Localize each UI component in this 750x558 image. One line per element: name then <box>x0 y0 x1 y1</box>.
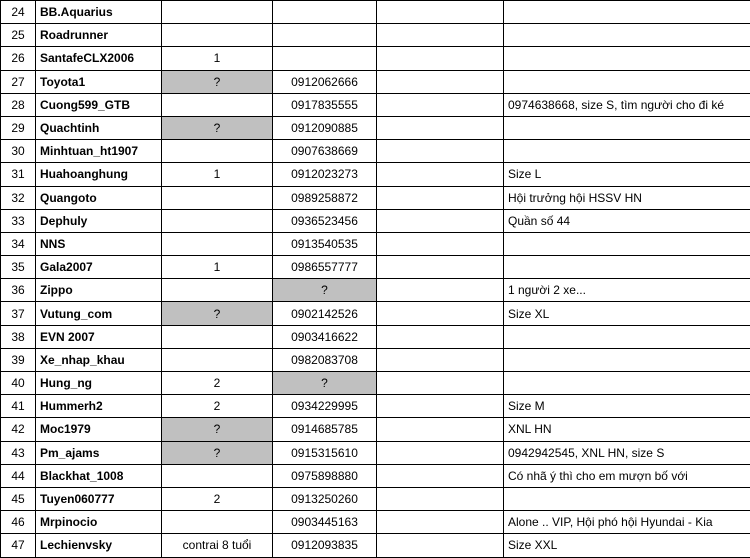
count-cell[interactable] <box>162 1 273 24</box>
empty-cell[interactable] <box>377 116 504 139</box>
table-body <box>1 1 750 558</box>
empty-cell[interactable] <box>377 232 504 255</box>
empty-cell[interactable] <box>377 1 504 24</box>
note-cell[interactable] <box>504 487 750 510</box>
empty-cell[interactable] <box>377 279 504 302</box>
username-cell[interactable]: Minhtuan_ht1907 <box>36 140 162 163</box>
row-number-cell[interactable]: 43 <box>1 441 36 464</box>
username-cell[interactable]: Moc1979 <box>36 418 162 441</box>
empty-cell[interactable] <box>377 418 504 441</box>
row-number-cell[interactable]: 36 <box>1 279 36 302</box>
empty-cell[interactable] <box>377 24 504 47</box>
table-row <box>1 464 750 487</box>
row-number-cell[interactable]: 33 <box>1 209 36 232</box>
empty-cell[interactable] <box>377 186 504 209</box>
note-cell[interactable]: Alone .. VIP, Hội phó hội Hyundai - Kia <box>504 511 750 534</box>
note-cell[interactable] <box>504 325 750 348</box>
phone-cell[interactable]: 0986557777 <box>273 256 377 279</box>
empty-cell[interactable] <box>377 511 504 534</box>
table-row <box>1 140 750 163</box>
count-cell[interactable] <box>162 209 273 232</box>
phone-cell[interactable]: 0915315610 <box>273 441 377 464</box>
phone-cell[interactable]: 0903445163 <box>273 511 377 534</box>
row-number-cell[interactable]: 25 <box>1 24 36 47</box>
count-cell[interactable]: 1 <box>162 256 273 279</box>
note-cell[interactable]: Size L <box>504 163 750 186</box>
count-cell[interactable]: 2 <box>162 395 273 418</box>
count-cell[interactable]: 2 <box>162 372 273 395</box>
username-cell[interactable]: Dephuly <box>36 209 162 232</box>
username-cell[interactable]: Toyota1 <box>36 70 162 93</box>
count-cell[interactable] <box>162 511 273 534</box>
count-cell[interactable]: ? <box>162 418 273 441</box>
empty-cell[interactable] <box>377 441 504 464</box>
phone-cell[interactable] <box>273 47 377 70</box>
empty-cell[interactable] <box>377 140 504 163</box>
username-cell[interactable]: Hung_ng <box>36 372 162 395</box>
table-row <box>1 302 750 325</box>
phone-cell[interactable]: 0917835555 <box>273 93 377 116</box>
row-number-cell[interactable]: 29 <box>1 116 36 139</box>
count-cell[interactable] <box>162 140 273 163</box>
table-row <box>1 418 750 441</box>
empty-cell[interactable] <box>377 395 504 418</box>
note-cell[interactable]: 1 người 2 xe... <box>504 279 750 302</box>
username-cell[interactable]: Mrpinocio <box>36 511 162 534</box>
table-row <box>1 348 750 371</box>
phone-cell[interactable]: 0902142526 <box>273 302 377 325</box>
phone-cell[interactable]: ? <box>273 372 377 395</box>
count-cell[interactable]: ? <box>162 441 273 464</box>
count-cell[interactable] <box>162 24 273 47</box>
count-cell[interactable] <box>162 279 273 302</box>
phone-cell[interactable]: 0912062666 <box>273 70 377 93</box>
empty-cell[interactable] <box>377 534 504 557</box>
table-row <box>1 372 750 395</box>
empty-cell[interactable] <box>377 70 504 93</box>
note-cell[interactable] <box>504 70 750 93</box>
note-cell[interactable]: Size M <box>504 395 750 418</box>
username-cell[interactable]: Gala2007 <box>36 256 162 279</box>
username-cell[interactable]: Quangoto <box>36 186 162 209</box>
table-row <box>1 534 750 557</box>
phone-cell[interactable]: 0912090885 <box>273 116 377 139</box>
row-number-cell[interactable]: 44 <box>1 464 36 487</box>
username-cell[interactable]: Roadrunner <box>36 24 162 47</box>
table-row <box>1 186 750 209</box>
empty-cell[interactable] <box>377 93 504 116</box>
note-cell[interactable]: Size XL <box>504 302 750 325</box>
phone-cell[interactable]: ? <box>273 279 377 302</box>
table-row <box>1 487 750 510</box>
username-cell[interactable]: Huahoanghung <box>36 163 162 186</box>
count-cell[interactable]: 1 <box>162 163 273 186</box>
phone-cell[interactable]: 0989258872 <box>273 186 377 209</box>
username-cell[interactable]: Hummerh2 <box>36 395 162 418</box>
count-cell[interactable]: contrai 8 tuổi <box>162 534 273 557</box>
empty-cell[interactable] <box>377 47 504 70</box>
username-cell[interactable]: Quachtinh <box>36 116 162 139</box>
table-row <box>1 116 750 139</box>
row-number-cell[interactable]: 41 <box>1 395 36 418</box>
count-cell[interactable] <box>162 186 273 209</box>
empty-cell[interactable] <box>377 372 504 395</box>
phone-cell[interactable]: 0982083708 <box>273 348 377 371</box>
table-row <box>1 163 750 186</box>
count-cell[interactable] <box>162 93 273 116</box>
row-number-cell[interactable]: 42 <box>1 418 36 441</box>
phone-cell[interactable]: 0934229995 <box>273 395 377 418</box>
phone-cell[interactable]: 0914685785 <box>273 418 377 441</box>
table-row <box>1 24 750 47</box>
count-cell[interactable]: ? <box>162 302 273 325</box>
empty-cell[interactable] <box>377 348 504 371</box>
phone-cell[interactable]: 0907638669 <box>273 140 377 163</box>
row-number-cell[interactable]: 47 <box>1 534 36 557</box>
note-cell[interactable] <box>504 348 750 371</box>
table-row <box>1 70 750 93</box>
username-cell[interactable]: Blackhat_1008 <box>36 464 162 487</box>
phone-cell[interactable]: 0913250260 <box>273 487 377 510</box>
table-row <box>1 279 750 302</box>
phone-cell[interactable]: 0912023273 <box>273 163 377 186</box>
empty-cell[interactable] <box>377 163 504 186</box>
username-cell[interactable]: Xe_nhap_khau <box>36 348 162 371</box>
row-number-cell[interactable]: 37 <box>1 302 36 325</box>
count-cell[interactable]: ? <box>162 116 273 139</box>
username-cell[interactable]: NNS <box>36 232 162 255</box>
count-cell[interactable] <box>162 464 273 487</box>
count-cell[interactable]: 1 <box>162 47 273 70</box>
table-row <box>1 511 750 534</box>
username-cell[interactable]: Lechienvsky <box>36 534 162 557</box>
table-row <box>1 441 750 464</box>
empty-cell[interactable] <box>377 487 504 510</box>
empty-cell[interactable] <box>377 325 504 348</box>
row-number-cell[interactable]: 28 <box>1 93 36 116</box>
empty-cell[interactable] <box>377 464 504 487</box>
row-number-cell[interactable]: 35 <box>1 256 36 279</box>
empty-cell[interactable] <box>377 209 504 232</box>
table-row <box>1 325 750 348</box>
note-cell[interactable]: Hội trưởng hội HSSV HN <box>504 186 750 209</box>
username-cell[interactable]: Vutung_com <box>36 302 162 325</box>
table-row <box>1 256 750 279</box>
phone-cell[interactable] <box>273 1 377 24</box>
row-number-cell[interactable]: 32 <box>1 186 36 209</box>
row-number-cell[interactable]: 24 <box>1 1 36 24</box>
phone-cell[interactable] <box>273 24 377 47</box>
note-cell[interactable] <box>504 24 750 47</box>
row-number-cell[interactable]: 46 <box>1 511 36 534</box>
row-number-cell[interactable]: 39 <box>1 348 36 371</box>
phone-cell[interactable]: 0936523456 <box>273 209 377 232</box>
count-cell[interactable]: 2 <box>162 487 273 510</box>
empty-cell[interactable] <box>377 302 504 325</box>
row-number-cell[interactable]: 30 <box>1 140 36 163</box>
username-cell[interactable]: Pm_ajams <box>36 441 162 464</box>
table-row <box>1 93 750 116</box>
count-cell[interactable]: ? <box>162 70 273 93</box>
username-cell[interactable]: BB.Aquarius <box>36 1 162 24</box>
username-cell[interactable]: EVN 2007 <box>36 325 162 348</box>
phone-cell[interactable]: 0903416622 <box>273 325 377 348</box>
row-number-cell[interactable]: 31 <box>1 163 36 186</box>
note-cell[interactable] <box>504 256 750 279</box>
phone-cell[interactable]: 0912093835 <box>273 534 377 557</box>
note-cell[interactable]: Có nhã ý thì cho em mượn bố với <box>504 464 750 487</box>
count-cell[interactable] <box>162 232 273 255</box>
row-number-cell[interactable]: 27 <box>1 70 36 93</box>
note-cell[interactable] <box>504 232 750 255</box>
row-number-cell[interactable]: 26 <box>1 47 36 70</box>
note-cell[interactable] <box>504 1 750 24</box>
username-cell[interactable]: Cuong599_GTB <box>36 93 162 116</box>
note-cell[interactable] <box>504 47 750 70</box>
row-number-cell[interactable]: 40 <box>1 372 36 395</box>
row-number-cell[interactable]: 38 <box>1 325 36 348</box>
count-cell[interactable] <box>162 325 273 348</box>
phone-cell[interactable]: 0913540535 <box>273 232 377 255</box>
note-cell[interactable]: Size XXL <box>504 534 750 557</box>
note-cell[interactable]: 0942942545, XNL HN, size S <box>504 441 750 464</box>
row-number-cell[interactable]: 34 <box>1 232 36 255</box>
row-number-cell[interactable]: 45 <box>1 487 36 510</box>
note-cell[interactable] <box>504 116 750 139</box>
username-cell[interactable]: Tuyen060777 <box>36 487 162 510</box>
table-row <box>1 209 750 232</box>
note-cell[interactable] <box>504 140 750 163</box>
table-row <box>1 232 750 255</box>
note-cell[interactable]: 0974638668, size S, tìm người cho đi ké <box>504 93 750 116</box>
count-cell[interactable] <box>162 348 273 371</box>
table-row <box>1 1 750 24</box>
note-cell[interactable]: XNL HN <box>504 418 750 441</box>
note-cell[interactable]: Quần số 44 <box>504 209 750 232</box>
phone-cell[interactable]: 0975898880 <box>273 464 377 487</box>
note-cell[interactable] <box>504 372 750 395</box>
table-row <box>1 395 750 418</box>
username-cell[interactable]: Zippo <box>36 279 162 302</box>
username-cell[interactable]: SantafeCLX2006 <box>36 47 162 70</box>
table-row <box>1 47 750 70</box>
empty-cell[interactable] <box>377 256 504 279</box>
